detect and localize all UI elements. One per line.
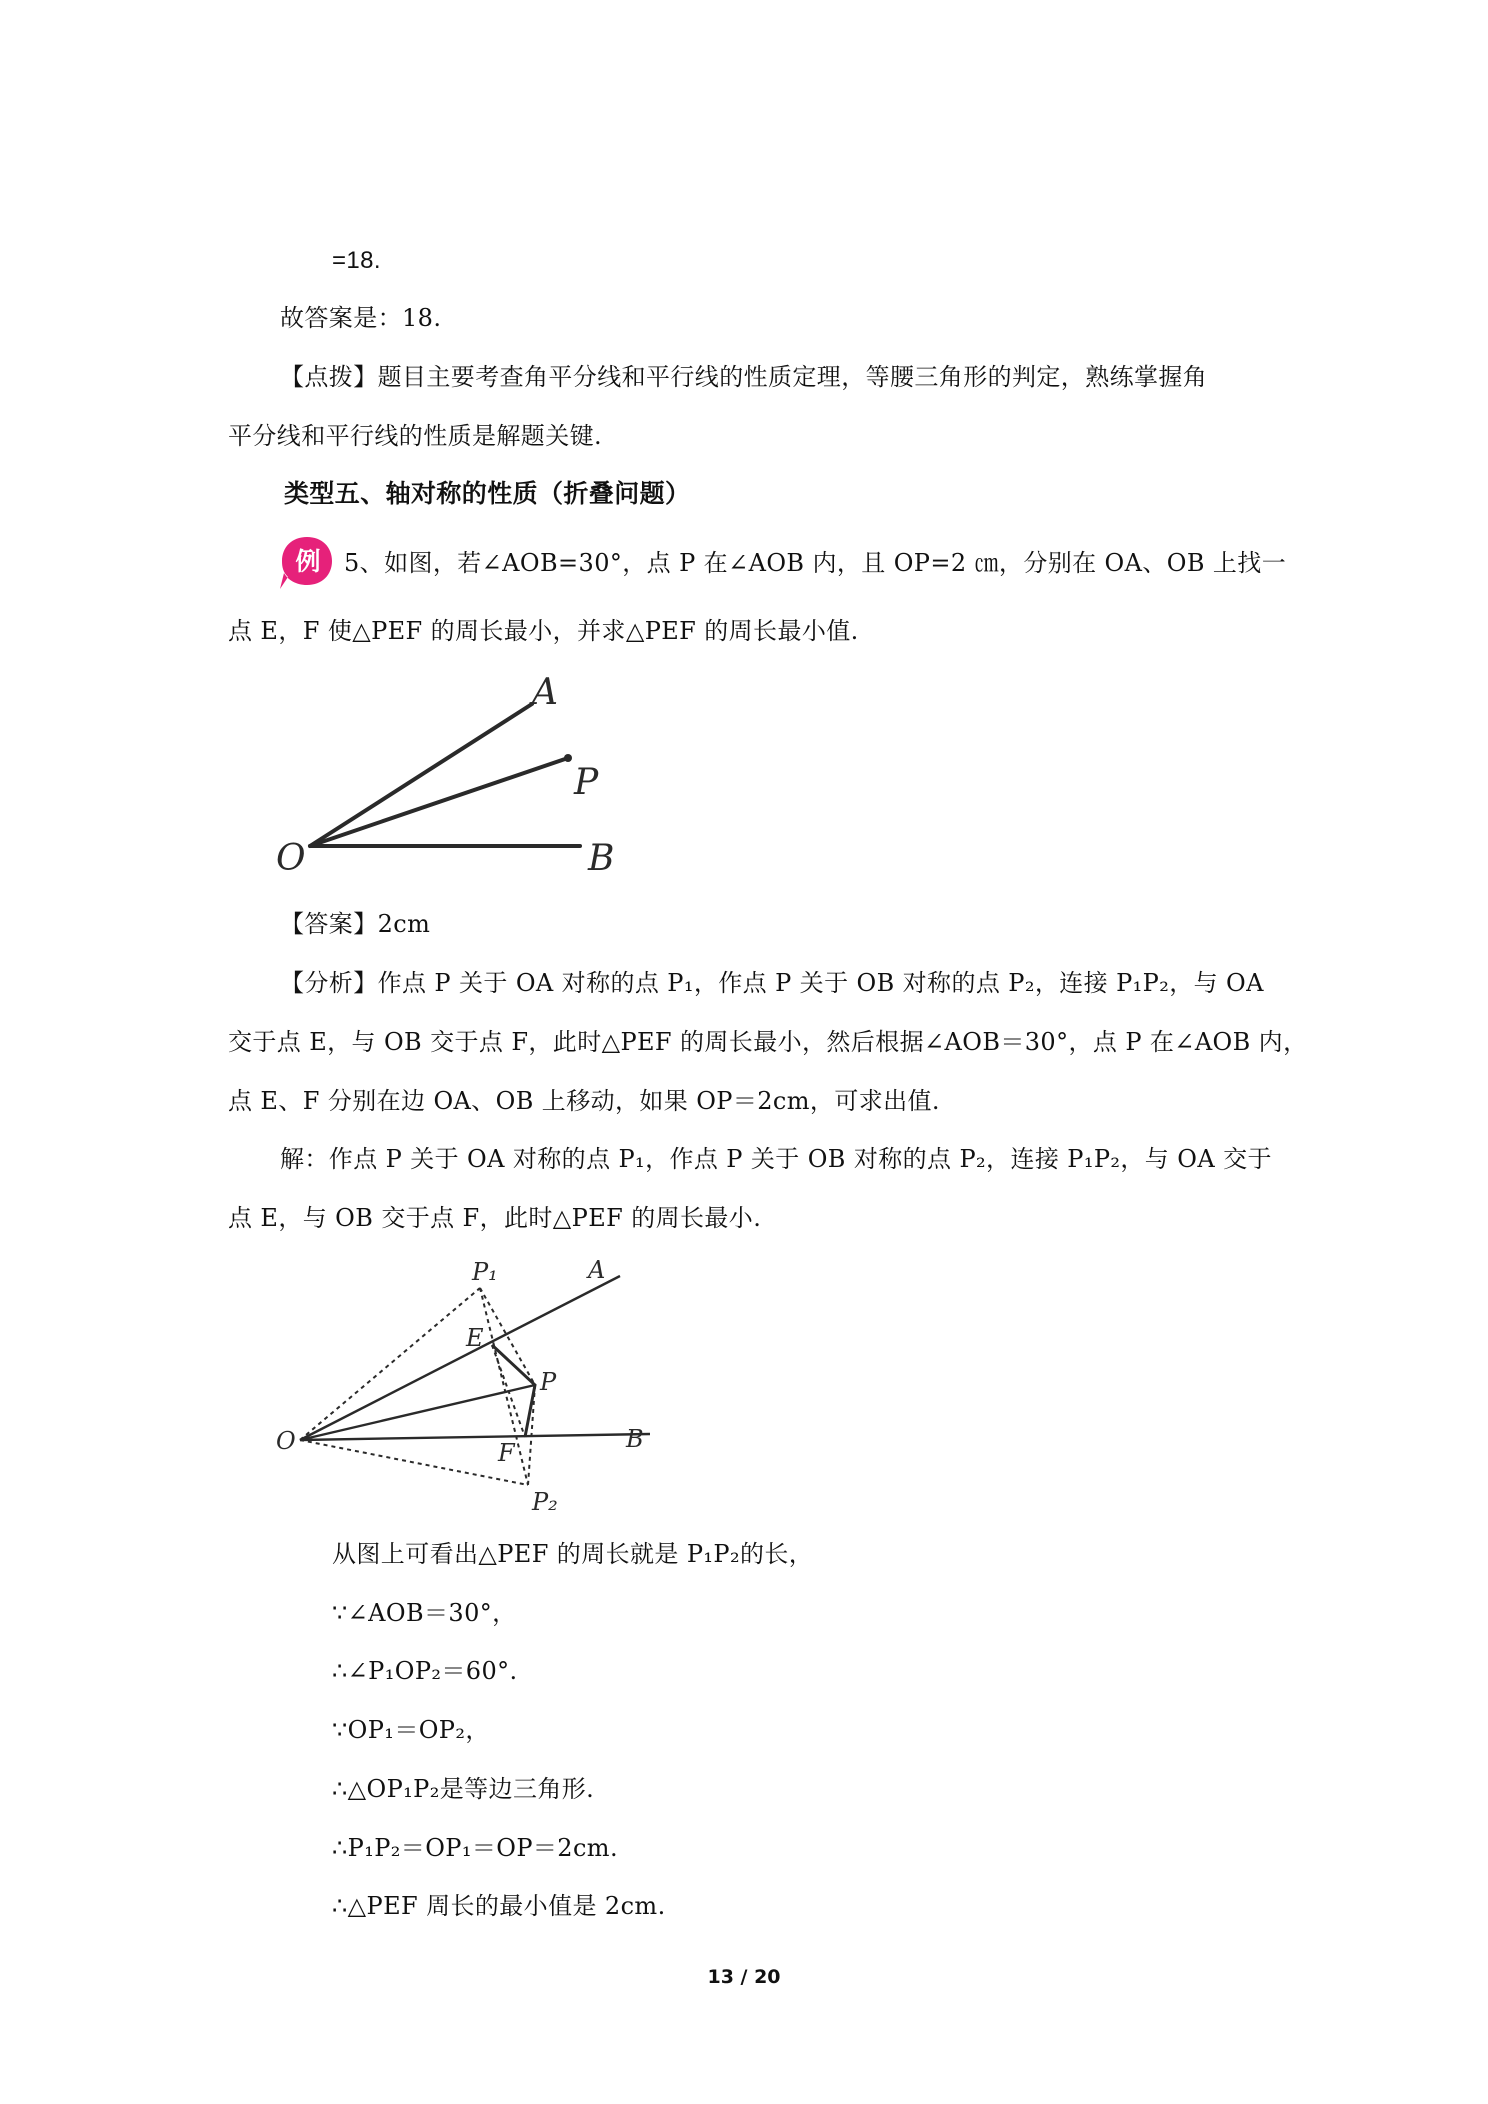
line-answer: 【答案】2cm: [280, 910, 431, 938]
label-p: P: [574, 762, 599, 803]
figure-angle-aob: [270, 670, 640, 890]
label-b: B: [626, 1425, 644, 1453]
line-answer-is: 故答案是：18.: [280, 304, 442, 332]
figure-reflection: [270, 1250, 670, 1520]
line-proof-3: ∴∠P₁OP₂＝60°.: [332, 1657, 518, 1685]
label-a: A: [532, 672, 558, 713]
line-proof-6: ∴P₁P₂＝OP₁＝OP＝2cm.: [332, 1834, 618, 1862]
line-proof-1: 从图上可看出△PEF 的周长就是 P₁P₂的长，: [332, 1540, 814, 1568]
label-b: B: [588, 838, 615, 879]
ray-ob: [300, 1434, 650, 1440]
segment-op1: [300, 1288, 480, 1440]
line-analysis-2: 交于点 E，与 OB 交于点 F，此时△PEF 的周长最小，然后根据∠AOB＝30°，点 P 在∠AOB 内，: [228, 1028, 1308, 1056]
line-example-2: 点 E，F 使△PEF 的周长最小，并求△PEF 的周长最小值.: [228, 617, 859, 645]
line-proof-5: ∴△OP₁P₂是等边三角形.: [332, 1775, 595, 1803]
section-heading: 类型五、轴对称的性质（折叠问题）: [284, 479, 691, 508]
label-e: E: [466, 1324, 484, 1352]
page-number: 13 / 20: [707, 1966, 781, 1988]
line-solution-1: 解：作点 P 关于 OA 对称的点 P₁，作点 P 关于 OB 对称的点 P₂，连接 P₁P₂，与 OA 交于: [280, 1145, 1272, 1173]
ray-oa: [310, 704, 532, 846]
segment-op2: [300, 1440, 528, 1485]
example-badge: [278, 533, 336, 591]
line-tip-2: 平分线和平行线的性质是解题关键.: [228, 422, 603, 450]
line-example-1: 5、如图，若∠AOB=30°，点 P 在∠AOB 内，且 OP=2 ㎝，分别在 OA、OB 上找一: [344, 549, 1287, 577]
line-proof-2: ∵∠AOB＝30°，: [332, 1599, 517, 1627]
label-o: O: [276, 1427, 296, 1455]
badge-label: 例: [295, 547, 321, 576]
line-proof-7: ∴△PEF 周长的最小值是 2cm.: [332, 1892, 666, 1920]
label-o: O: [276, 838, 306, 879]
label-f: F: [498, 1439, 515, 1467]
ray-oa: [300, 1276, 620, 1440]
segment-p1p: [480, 1288, 535, 1385]
line-analysis-3: 点 E、F 分别在边 OA、OB 上移动，如果 OP＝2cm，可求出值.: [228, 1087, 940, 1115]
label-p2: P₂: [532, 1488, 558, 1516]
line-result: =18.: [332, 247, 381, 274]
line-tip-1: 【点拨】题目主要考查角平分线和平行线的性质定理，等腰三角形的判定，熟练掌握角: [280, 363, 1208, 391]
point-p: [564, 754, 572, 762]
line-analysis-1: 【分析】作点 P 关于 OA 对称的点 P₁，作点 P 关于 OB 对称的点 P₂，连接 P₁P₂，与 OA: [280, 969, 1264, 997]
label-a: A: [588, 1256, 606, 1284]
line-proof-4: ∵OP₁＝OP₂，: [332, 1716, 490, 1744]
label-p1: P₁: [472, 1258, 498, 1286]
line-solution-2: 点 E，与 OB 交于点 F，此时△PEF 的周长最小.: [228, 1204, 762, 1232]
segment-op: [300, 1385, 535, 1440]
label-p: P: [540, 1368, 557, 1396]
ray-op: [310, 758, 568, 846]
